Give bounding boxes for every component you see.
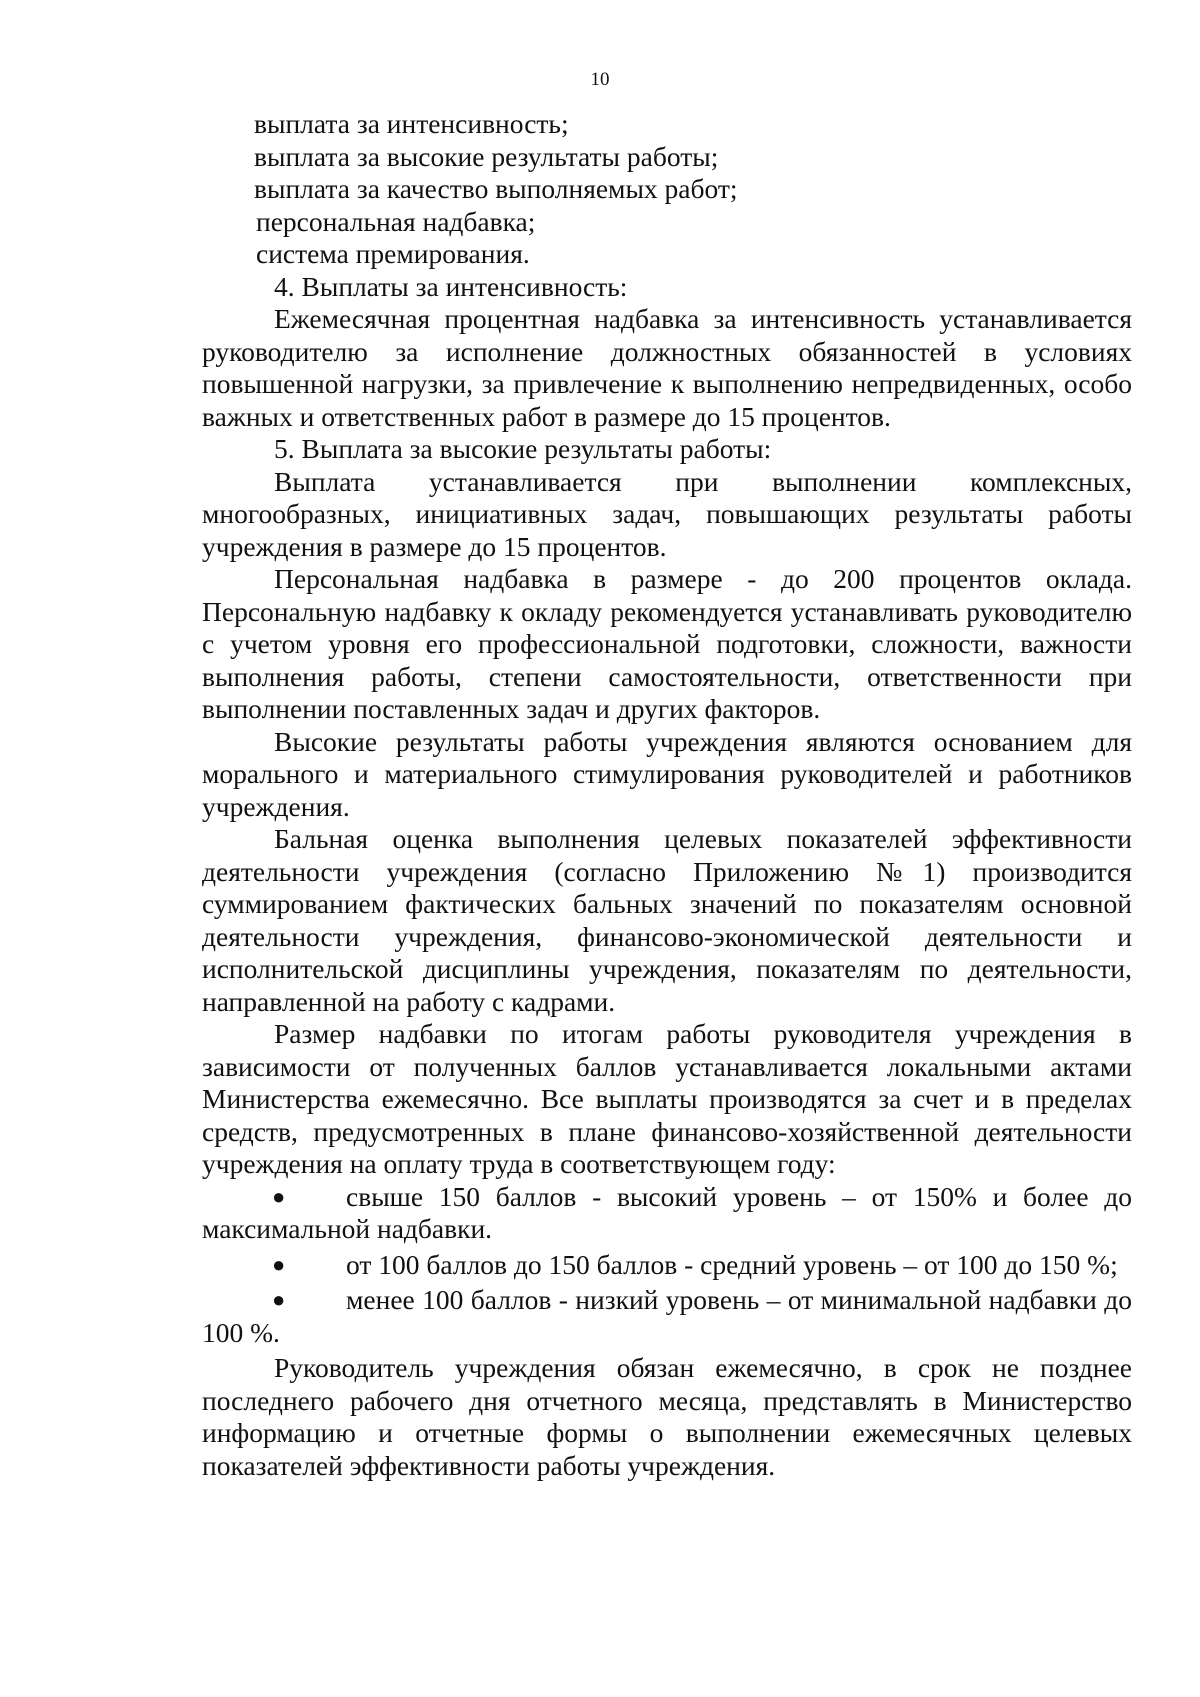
allowance-size-paragraph: Размер надбавки по итогам работы руководителя учреждения в зависимости от полученных баллов устанавливается локальными актами Министерства ежемесячно. Все выплаты производятся за счет и в пределах средств, предусмотренных в плане финансово-хозяйственной деятельности учреждения на оплату труда в соответствующем году:: [202, 1018, 1132, 1179]
bullet-item-high: [202, 1181, 1132, 1246]
bullet-text-high: свыше 150 баллов - высокий уровень – от 150% и более до максимальной надбавки.: [202, 1180, 1132, 1244]
bullet-icon: ●: [272, 1287, 286, 1312]
reporting-paragraph: Руководитель учреждения обязан ежемесячно, в срок не позднее последнего рабочего дня отчетного месяца, представлять в Министерство информацию и отчетные формы о выполнении ежемесячных целевых показателей эффективности работы учреждения.: [202, 1352, 1132, 1481]
high-results-paragraph: Высокие результаты работы учреждения являются основанием для морального и материального стимулирования руководителей и работников учреждения.: [202, 725, 1132, 822]
bullet-text-low: менее 100 баллов - низкий уровень – от минимальной надбавки до 100 %.: [202, 1284, 1132, 1348]
score-evaluation-paragraph: Бальная оценка выполнения целевых показателей эффективности деятельности учреждения (согласно Приложению №1) производится суммированием фактических бальных значений по показателям основной деятельности учреждения, финансово-экономической деятельности и исполнительской дисциплины учреждения, показателям по деятельности, направленной на работу с кадрами.: [202, 823, 1132, 1017]
list-item-personal-allowance: персональная надбавка;: [256, 205, 536, 237]
section-5-paragraph: Выплата устанавливается при выполнении комплексных, многообразных, инициативных задач, повышающих результаты работы учреждения в размере до 15 процентов.: [202, 465, 1132, 562]
document-body: [202, 108, 1132, 1482]
bullet-item-low: [202, 1284, 1132, 1349]
section-5-heading: 5. Выплата за высокие результаты работы:: [274, 433, 772, 464]
list-item-quality: выплата за качество выполняемых работ;: [254, 173, 738, 204]
section-4-paragraph: Ежемесячная процентная надбавка за интенсивность устанавливается руководителю за исполнение должностных обязанностей в условиях повышенной нагрузки, за привлечение к выполнению непредвиденных, особо важных и ответственных работ в размере до 15 процентов.: [202, 303, 1132, 432]
bullet-item-medium: [202, 1249, 1132, 1282]
bullet-icon: ●: [272, 1251, 286, 1277]
section-4-heading: 4. Выплаты за интенсивность:: [274, 270, 628, 302]
list-item-bonus-system: система премирования.: [256, 238, 530, 269]
list-item-high-results: выплата за высокие результаты работы;: [254, 140, 719, 172]
list-item-intensity: выплата за интенсивность;: [254, 108, 569, 139]
page-number: 10: [590, 69, 610, 90]
bullet-icon: ●: [272, 1183, 286, 1209]
personal-allowance-paragraph: Персональная надбавка в размере - до 200 процентов оклада. Персональную надбавку к окладу рекомендуется устанавливать руководителю с учетом уровня его профессиональной подготовки, сложности, важности выполнения работы, степени самостоятельности, ответственности при выполнении поставленных задач и других факторов.: [202, 563, 1132, 724]
bullet-text-medium: от 100 баллов до 150 баллов - средний уровень – от 100 до 150 %;: [346, 1248, 1118, 1280]
